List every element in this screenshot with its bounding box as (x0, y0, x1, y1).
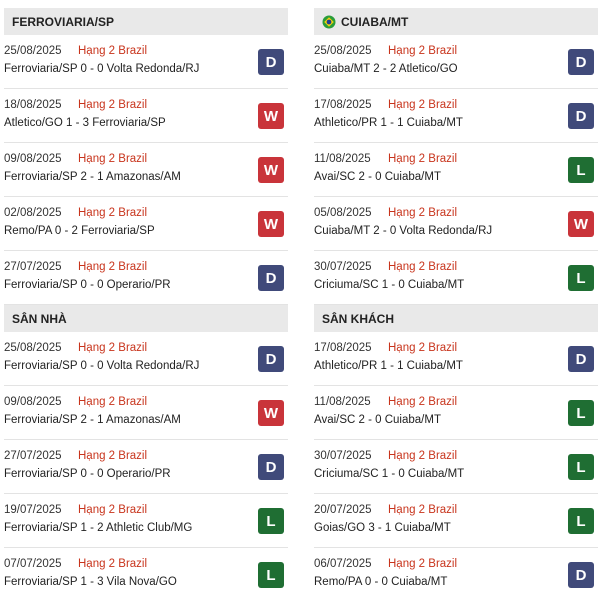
away-matches-panel (314, 305, 598, 602)
league-link[interactable]: Hạng 2 Brazil (78, 450, 148, 462)
league-link[interactable]: Hạng 2 Brazil (78, 99, 148, 111)
result-badge: D (258, 346, 284, 372)
match-row[interactable] (314, 251, 598, 305)
match-date: 19/07/2025 (4, 504, 62, 516)
match-row[interactable] (4, 332, 288, 386)
result-badge: W (258, 400, 284, 426)
result-badge: D (568, 562, 594, 588)
match-row[interactable] (4, 494, 288, 548)
league-link[interactable]: Hạng 2 Brazil (388, 153, 458, 165)
result-badge: L (568, 508, 594, 534)
match-row[interactable] (4, 197, 288, 251)
match-date: 25/08/2025 (4, 342, 62, 354)
match-date: 09/08/2025 (4, 153, 62, 165)
match-date: 30/07/2025 (314, 261, 372, 273)
match-score: Avai/SC 2 - 0 Cuiaba/MT (314, 171, 441, 183)
match-score: Athletico/PR 1 - 1 Cuiaba/MT (314, 117, 463, 129)
panel-title: SÂN KHÁCH (322, 311, 394, 326)
match-date: 09/08/2025 (4, 396, 62, 408)
match-score: Ferroviaria/SP 1 - 2 Athletic Club/MG (4, 522, 193, 534)
result-badge: L (568, 454, 594, 480)
match-date: 27/07/2025 (4, 450, 62, 462)
panel-title: CUIABA/MT (341, 14, 409, 29)
panel-title: SÂN NHÀ (12, 311, 67, 326)
match-row[interactable] (4, 89, 288, 143)
league-link[interactable]: Hạng 2 Brazil (78, 396, 148, 408)
match-score: Ferroviaria/SP 0 - 0 Operario/PR (4, 468, 171, 480)
league-link[interactable]: Hạng 2 Brazil (388, 207, 458, 219)
result-badge: D (568, 103, 594, 129)
match-date: 05/08/2025 (314, 207, 372, 219)
match-row[interactable] (4, 35, 288, 89)
result-badge: L (258, 562, 284, 588)
panel-header (4, 305, 288, 332)
league-link[interactable]: Hạng 2 Brazil (78, 261, 148, 273)
league-link[interactable]: Hạng 2 Brazil (388, 342, 458, 354)
match-row[interactable] (4, 386, 288, 440)
match-score: Cuiaba/MT 2 - 0 Volta Redonda/RJ (314, 225, 493, 237)
match-row[interactable] (4, 143, 288, 197)
match-date: 25/08/2025 (4, 45, 62, 57)
result-badge: L (568, 400, 594, 426)
match-row[interactable] (314, 197, 598, 251)
result-badge: L (568, 157, 594, 183)
match-score: Atletico/GO 1 - 3 Ferroviaria/SP (4, 117, 166, 129)
match-score: Ferroviaria/SP 0 - 0 Operario/PR (4, 279, 171, 291)
result-badge: W (258, 103, 284, 129)
panel-header (314, 8, 598, 35)
league-link[interactable]: Hạng 2 Brazil (78, 153, 148, 165)
league-link[interactable]: Hạng 2 Brazil (388, 450, 458, 462)
match-row[interactable] (314, 332, 598, 386)
match-date: 02/08/2025 (4, 207, 62, 219)
result-badge: D (258, 49, 284, 75)
match-date: 30/07/2025 (314, 450, 372, 462)
match-row[interactable] (314, 494, 598, 548)
league-link[interactable]: Hạng 2 Brazil (78, 558, 148, 570)
league-link[interactable]: Hạng 2 Brazil (388, 45, 458, 57)
result-badge: W (258, 211, 284, 237)
match-score: Goias/GO 3 - 1 Cuiaba/MT (314, 522, 451, 534)
match-score: Criciuma/SC 1 - 0 Cuiaba/MT (314, 468, 465, 480)
match-date: 20/07/2025 (314, 504, 372, 516)
league-link[interactable]: Hạng 2 Brazil (78, 342, 148, 354)
result-badge: D (568, 346, 594, 372)
match-date: 18/08/2025 (4, 99, 62, 111)
match-row[interactable] (314, 143, 598, 197)
result-badge: W (568, 211, 594, 237)
result-badge: W (258, 157, 284, 183)
brazil-flag-icon (322, 15, 336, 29)
match-score: Remo/PA 0 - 0 Cuiaba/MT (314, 576, 448, 588)
result-badge: D (258, 265, 284, 291)
match-score: Ferroviaria/SP 0 - 0 Volta Redonda/RJ (4, 360, 200, 372)
match-row[interactable] (4, 548, 288, 602)
result-badge: L (568, 265, 594, 291)
home-matches-panel (4, 305, 288, 602)
match-row[interactable] (314, 89, 598, 143)
league-link[interactable]: Hạng 2 Brazil (78, 504, 148, 516)
cuiaba-recent-panel (314, 8, 598, 305)
result-badge: D (258, 454, 284, 480)
league-link[interactable]: Hạng 2 Brazil (78, 45, 148, 57)
match-row[interactable] (314, 35, 598, 89)
match-date: 11/08/2025 (314, 396, 371, 408)
match-date: 11/08/2025 (314, 153, 371, 165)
match-score: Remo/PA 0 - 2 Ferroviaria/SP (4, 225, 155, 237)
match-row[interactable] (4, 440, 288, 494)
match-score: Ferroviaria/SP 2 - 1 Amazonas/AM (4, 171, 181, 183)
panel-header (314, 305, 598, 332)
match-date: 17/08/2025 (314, 342, 372, 354)
match-row[interactable] (314, 548, 598, 602)
match-date: 17/08/2025 (314, 99, 372, 111)
match-date: 07/07/2025 (4, 558, 62, 570)
panel-title: FERROVIARIA/SP (12, 14, 115, 29)
league-link[interactable]: Hạng 2 Brazil (388, 558, 458, 570)
match-score: Ferroviaria/SP 1 - 3 Vila Nova/GO (4, 576, 177, 588)
result-badge: L (258, 508, 284, 534)
league-link[interactable]: Hạng 2 Brazil (388, 504, 458, 516)
result-badge: D (568, 49, 594, 75)
match-row[interactable] (314, 440, 598, 494)
match-score: Avai/SC 2 - 0 Cuiaba/MT (314, 414, 441, 426)
match-score: Cuiaba/MT 2 - 2 Atletico/GO (314, 63, 458, 75)
match-row[interactable] (314, 386, 598, 440)
match-date: 25/08/2025 (314, 45, 372, 57)
panel-header (4, 8, 288, 35)
league-link[interactable]: Hạng 2 Brazil (388, 99, 458, 111)
match-date: 06/07/2025 (314, 558, 372, 570)
match-score: Criciuma/SC 1 - 0 Cuiaba/MT (314, 279, 465, 291)
match-score: Ferroviaria/SP 0 - 0 Volta Redonda/RJ (4, 63, 200, 75)
match-row[interactable] (4, 251, 288, 305)
league-link[interactable]: Hạng 2 Brazil (78, 207, 148, 219)
match-score: Ferroviaria/SP 2 - 1 Amazonas/AM (4, 414, 181, 426)
ferroviaria-recent-panel (4, 8, 288, 305)
league-link[interactable]: Hạng 2 Brazil (388, 396, 458, 408)
league-link[interactable]: Hạng 2 Brazil (388, 261, 458, 273)
match-date: 27/07/2025 (4, 261, 62, 273)
match-score: Athletico/PR 1 - 1 Cuiaba/MT (314, 360, 463, 372)
